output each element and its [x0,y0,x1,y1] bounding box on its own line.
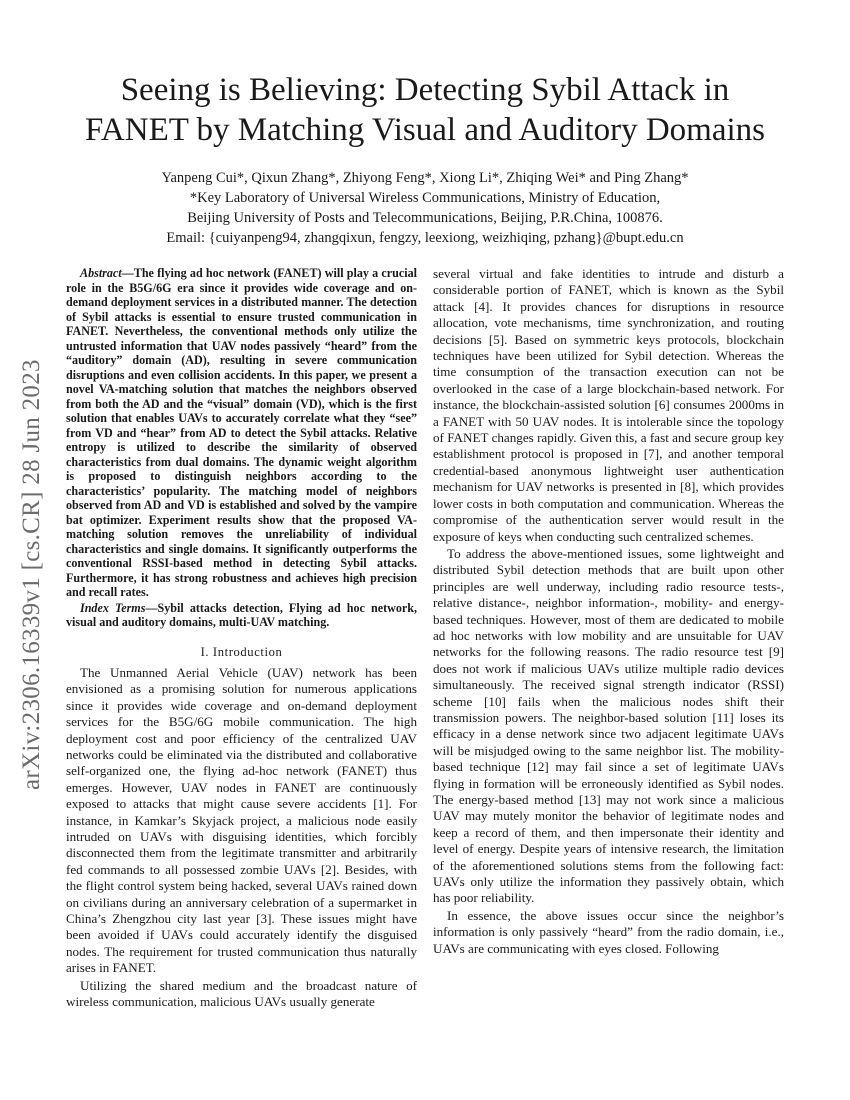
abstract-label: Abstract [80,266,122,280]
affiliation-line-2: Beijing University of Posts and Telecommunications, Beijing, P.R.China, 100876. [187,210,663,226]
intro-paragraph-2: Utilizing the shared medium and the broadcast nature of wireless communication, malicious UAVs usually generate [66,977,417,1010]
right-paragraph-1: several virtual and fake identities to intrude and disturb a considerable portion of FANET, which is known as the Sybil attack [4]. It provides chances for disruptions in resource allocation, vote mechanisms, time synchronization, and routing decisions [5]. Based on symmetric keys protocols, blockchain techniques have been utilized for Sybil detection. Whereas the time consumption of the transaction execution can not be overlooked in the case of a large blockchain-based network. For instance, the blockchain-assisted solution [6] consumes 2000ms in a FANET with 50 UAV nodes. It is intolerable since the topology of FANET changes rapidly. Given this, a fast and secure group key establishment protocol is proposed in [7], and another temporal credential-based anonymous lightweight user authentication mechanism for UAV networks is presented in [8], which provides lower costs in both computation and communication. Whereas the compromise of the authentication server would result in the exposure of keys when conducting such centralized schemes. [433,266,784,544]
author-names: Yanpeng Cui*, Qixun Zhang*, Zhiyong Feng*, Xiong Li*, Zhiqing Wei* and Ping Zhang* [161,170,689,186]
arxiv-identifier: arXiv:2306.16339v1 [cs.CR] 28 Jun 2023 [18,359,45,790]
right-paragraph-2: To address the above-mentioned issues, some lightweight and distributed Sybil detection methods that are built upon other principles are well underway, including radio resource tests-, relative distance-, neighbor information-, mobility- and energy-based techniques. However, most of them are dedicated to mobile ad hoc networks with low mobility and are unsuitable for UAV networks for the following reasons. The radio resource test [9] does not work if malicious UAVs utilize multiple radio devices simultaneously. The received signal strength indicator (RSSI) scheme [10] fails when the malicious nodes shift their transmission powers. The neighbor-based solution [11] loses its efficacy in a dense network since two adjacent legitimate UAVs will be misjudged owing to the same neighbor list. The mobility-based technique [12] may fail since a set of legitimate UAVs flying in formation will be erroneously identified as Sybil nodes. The energy-based method [13] may not work since a malicious UAV may mutely monitor the behavior of legitimate nodes and keep a record of them, and then impersonate their identity and level of energy. Despite years of intensive research, the limitation of the aforementioned solutions stems from the following fact: UAVs only utilize the information they passively obtain, which has poor reliability. [433,545,784,906]
intro-paragraph-1: The Unmanned Aerial Vehicle (UAV) network has been envisioned as a promising solution for numerous applications since it provides wide coverage and on-demand deployment services for the B5G/6G mobile communication. The high deployment cost and poor efficiency of the centralized UAV networks could be eliminated via the distributed and collaborative self-organized one, the flying ad-hoc network (FANET) thus emerges. However, UAV nodes in FANET are continuously exposed to attacks that might cause severe accidents [1]. For instance, in Kamkar’s Skyjack project, a malicious node easily intruded on UAVs with disguising identities, which forcibly disconnected them from the legitimate transmitter and arbitrarily fed commands to all possessed zombie UAVs [2]. Besides, with the flight control system being hacked, several UAVs rained down on civilians during an anniversary celebration of a supermarket in China’s Zhengzhou city last year [3]. These issues might have been avoided if UAVs could accurately identify the disguised nodes. The requirement for trusted communication thus naturally arises in FANET. [66,664,417,976]
index-terms-label: Index Terms [80,600,146,615]
affiliation-line-1: *Key Laboratory of Universal Wireless Communications, Ministry of Education, [189,190,661,206]
left-column [66,266,417,1010]
title-line-2: FANET by Matching Visual and Auditory Domains [85,112,765,148]
index-terms [66,601,417,630]
author-block [50,168,800,248]
right-column [433,266,784,957]
title-line-1: Seeing is Believing: Detecting Sybil Attack in [120,72,730,108]
email-line: Email: {cuiyanpeng94, zhangqixun, fengzy, leexiong, weizhiqing, pzhang}@bupt.edu.cn [166,230,684,246]
abstract [66,266,417,600]
abstract-text: —The flying ad hoc network (FANET) will play a crucial role in the B5G/6G era since it provides wide coverage and on-demand deployment services in a distributed manner. The detection of Sybil attacks is essential to ensure trusted communication in FANET. Nevertheless, the conventional methods only utilize the untrusted information that UAV nodes passively “heard” from the “auditory” domain (AD), resulting in severe communication disruptions and even collision accidents. In this paper, we present a novel VA-matching solution that matches the neighbors observed from both the AD and the “visual” domain (VD), which is the first solution that enables UAVs to accurately correlate what they “see” from VD and “hear” from AD to detect the Sybil attacks. Relative entropy is utilized to describe the similarity of observed characteristics from dual domains. The dynamic weight algorithm is proposed to distinguish neighbors according to the characteristics’ popularity. The matching model of neighbors observed from AD and VD is established and solved by the vampire bat optimizer. Experiment results show that the proposed VA-matching solution removes the unreliability of individual characteristics and single domains. It significantly outperforms the conventional RSSI-based method in detecting Sybil attacks. Furthermore, it has strong robustness and achieves high precision and recall rates. [66,266,417,599]
index-terms-text: —Sybil attacks detection, Flying ad hoc network, visual and auditory domains, multi-UAV matching. [66,600,417,629]
paper-title [50,70,800,150]
right-paragraph-3: In essence, the above issues occur since the neighbor’s information is only passively “heard” from the radio domain, i.e., UAVs are communicating with eyes closed. Following [433,907,784,956]
section-heading-introduction: I. Introduction [200,644,283,659]
